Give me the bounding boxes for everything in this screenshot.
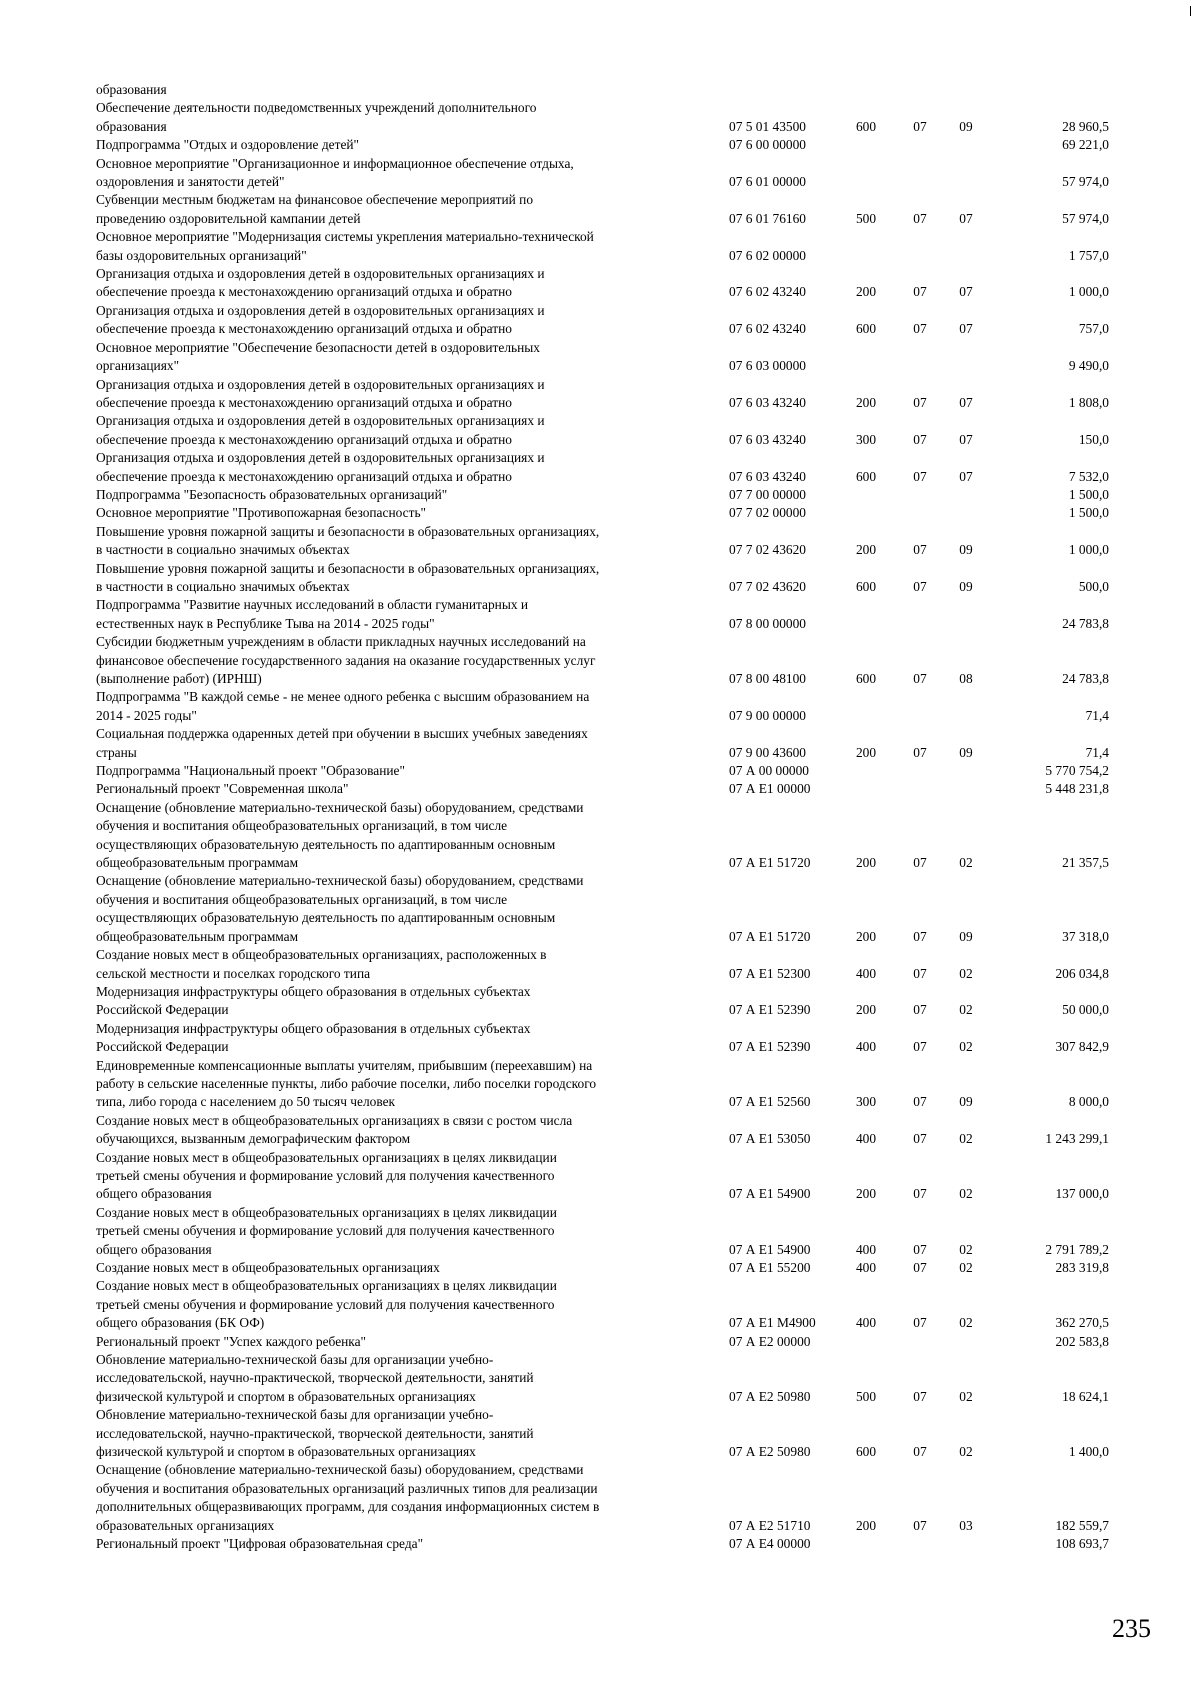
row-cells bbox=[96, 1535, 1116, 1553]
row-cells bbox=[96, 468, 1116, 486]
subsection-code: 09 bbox=[959, 1094, 973, 1110]
amount-value: 50 000,0 bbox=[1062, 1002, 1109, 1018]
row-description: Создание новых мест в общеобразовательных организациях, расположенных в сельской местности и поселках городского типа bbox=[96, 947, 547, 981]
row-description: Создание новых мест в общеобразовательных организациях в целях ликвидации третьей смены обучения и формирование условий для получения качественного общего образования (БК ОФ) bbox=[96, 1278, 557, 1331]
target-article-code: 07 А Е2 50980 bbox=[729, 1388, 811, 1404]
expense-type: 200 bbox=[855, 1517, 877, 1533]
row-description: Единовременные компенсационные выплаты учителям, прибывшим (переехавшим) на работу в сельские населенные пункты, либо рабочие поселки, либо поселки городского типа, либо города с населением до 50 тысяч человек bbox=[96, 1057, 597, 1110]
row-description: Обеспечение деятельности подведомственных учреждений дополнительного образования bbox=[96, 100, 537, 134]
subsection-code: 09 bbox=[959, 118, 973, 134]
row-cells bbox=[96, 431, 1116, 449]
row-description: Подпрограмма "Национальный проект "Образование" bbox=[96, 763, 405, 779]
row-cells bbox=[96, 320, 1116, 338]
target-article-code: 07 6 03 43240 bbox=[729, 468, 806, 484]
expense-type: 200 bbox=[855, 744, 877, 760]
table-row bbox=[96, 1259, 1116, 1277]
section-code: 07 bbox=[913, 394, 927, 410]
row-description: Повышение уровня пожарной защиты и безопасности в образовательных организациях, в частности в социально значимых объектах bbox=[96, 523, 600, 558]
target-article-code: 07 А Е1 55200 bbox=[729, 1260, 811, 1275]
section-code: 07 bbox=[913, 578, 927, 594]
amount-value: 69 221,0 bbox=[1062, 137, 1109, 153]
subsection-code: 07 bbox=[959, 321, 973, 337]
target-article-code: 07 А Е1 54900 bbox=[729, 1186, 811, 1202]
table-row bbox=[96, 191, 1116, 228]
target-article-code: 07 7 02 43620 bbox=[729, 578, 806, 594]
subsection-code: 02 bbox=[959, 1444, 973, 1460]
target-article-code: 07 9 00 43600 bbox=[729, 744, 806, 760]
amount-value: 24 783,8 bbox=[1062, 615, 1109, 631]
expense-type: 600 bbox=[855, 671, 877, 686]
section-code: 07 bbox=[913, 542, 927, 558]
amount-value: 362 270,5 bbox=[1055, 1315, 1109, 1331]
amount-value: 57 974,0 bbox=[1062, 210, 1109, 226]
row-description: Подпрограмма "В каждой семье - не менее одного ребенка с высшим образованием на 2014 - 2025 годы" bbox=[96, 689, 590, 723]
expense-type: 200 bbox=[855, 1002, 877, 1018]
row-cells bbox=[96, 357, 1116, 375]
table-row bbox=[96, 688, 1116, 725]
target-article-code: 07 7 02 43620 bbox=[729, 542, 806, 558]
row-description: Социальная поддержка одаренных детей при обучении в высших учебных заведениях страны bbox=[96, 726, 588, 760]
row-description: Подпрограмма "Отдых и оздоровление детей" bbox=[96, 137, 360, 153]
subsection-code: 02 bbox=[959, 1388, 973, 1404]
target-article-code: 07 А Е1 52390 bbox=[729, 1002, 811, 1018]
target-article-code: 07 А Е1 51720 bbox=[729, 855, 811, 871]
page-number: 235 bbox=[1112, 1614, 1151, 1643]
row-cells bbox=[96, 744, 1116, 762]
subsection-code: 07 bbox=[959, 394, 973, 410]
table-row bbox=[96, 155, 1116, 192]
row-description: Обновление материально-технической базы для организации учебно- исследовательской, научно-практической, творческой деятельности, занятий физической культурой и спортом в образовательных организациях bbox=[96, 1352, 534, 1404]
section-code: 07 bbox=[913, 965, 927, 981]
row-cells bbox=[96, 247, 1116, 265]
subsection-code: 07 bbox=[959, 468, 973, 484]
expense-type: 400 bbox=[855, 1131, 877, 1147]
section-code: 07 bbox=[913, 468, 927, 484]
row-cells bbox=[96, 283, 1116, 301]
target-article-code: 07 6 02 43240 bbox=[729, 321, 806, 337]
table-row bbox=[96, 780, 1116, 798]
amount-value: 37 318,0 bbox=[1062, 928, 1109, 944]
amount-value: 57 974,0 bbox=[1062, 174, 1109, 190]
row-description: Региональный проект "Цифровая образовательная среда" bbox=[96, 1536, 424, 1552]
row-description: Подпрограмма "Безопасность образовательных организаций" bbox=[96, 486, 448, 502]
target-article-code: 07 А Е1 52300 bbox=[729, 965, 811, 981]
row-cells bbox=[96, 1388, 1116, 1406]
table-row bbox=[96, 449, 1116, 486]
target-article-code: 07 6 02 43240 bbox=[729, 284, 806, 300]
row-cells bbox=[96, 118, 1116, 136]
target-article-code: 07 8 00 00000 bbox=[729, 615, 806, 631]
amount-value: 9 490,0 bbox=[1068, 358, 1109, 374]
amount-value: 1 000,0 bbox=[1068, 542, 1109, 558]
row-cells bbox=[96, 780, 1116, 798]
amount-value: 5 770 754,2 bbox=[1045, 763, 1109, 779]
subsection-code: 09 bbox=[959, 744, 973, 760]
row-cells bbox=[96, 965, 1116, 983]
amount-value: 1 500,0 bbox=[1068, 505, 1109, 521]
expense-type: 400 bbox=[855, 965, 877, 981]
expense-type: 500 bbox=[855, 1388, 877, 1404]
row-description: Субвенции местным бюджетам на финансовое обеспечение мероприятий по проведению оздоровительной кампании детей bbox=[96, 192, 534, 226]
section-code: 07 bbox=[913, 1517, 927, 1533]
table-row bbox=[96, 872, 1116, 946]
section-code: 07 bbox=[913, 1094, 927, 1110]
row-description: Организация отдыха и оздоровления детей в оздоровительных организациях и обеспечение проезда к местонахождению организаций отдыха и обратно bbox=[96, 413, 545, 447]
row-cells bbox=[96, 1443, 1116, 1461]
row-cells bbox=[96, 1130, 1116, 1148]
expense-type: 600 bbox=[855, 468, 877, 484]
section-code: 07 bbox=[913, 431, 927, 447]
row-cells bbox=[96, 81, 1116, 99]
row-cells bbox=[96, 1259, 1116, 1277]
target-article-code: 07 А Е2 50980 bbox=[729, 1444, 811, 1460]
table-row bbox=[96, 81, 1116, 99]
amount-value: 8 000,0 bbox=[1068, 1094, 1109, 1110]
table-row bbox=[96, 1351, 1116, 1406]
row-cells bbox=[96, 1185, 1116, 1203]
row-description: Оснащение (обновление материально-технической базы) оборудованием, средствами обучения и воспитания общеобразовательных организаций, в том числе осуществляющих образовательную деятельность по адаптированным основным общеобразовательным программам bbox=[96, 873, 584, 944]
target-article-code: 07 6 03 00000 bbox=[729, 358, 806, 374]
scan-edge-mark bbox=[1190, 6, 1191, 16]
subsection-code: 02 bbox=[959, 1260, 973, 1275]
target-article-code: 07 А Е2 51710 bbox=[729, 1517, 811, 1533]
expense-type: 600 bbox=[855, 321, 877, 337]
subsection-code: 07 bbox=[959, 284, 973, 300]
table-row bbox=[96, 228, 1116, 265]
target-article-code: 07 А Е1 51720 bbox=[729, 928, 811, 944]
row-cells bbox=[96, 1314, 1116, 1332]
row-cells bbox=[96, 136, 1116, 154]
section-code: 07 bbox=[913, 671, 927, 686]
table-row bbox=[96, 1333, 1116, 1351]
amount-value: 202 583,8 bbox=[1055, 1333, 1109, 1349]
section-code: 07 bbox=[913, 321, 927, 337]
table-row bbox=[96, 504, 1116, 522]
row-description: Модернизация инфраструктуры общего образования в отдельных субъектах Российской Федерации bbox=[96, 983, 531, 1018]
expense-type: 600 bbox=[855, 118, 877, 134]
row-cells bbox=[96, 504, 1116, 522]
row-cells bbox=[96, 928, 1116, 946]
amount-value: 137 000,0 bbox=[1055, 1186, 1109, 1202]
row-cells bbox=[96, 1241, 1116, 1259]
row-description: Подпрограмма "Развитие научных исследований в области гуманитарных и естественных наук в Республике Тыва на 2014 - 2025 годы" bbox=[96, 597, 529, 631]
amount-value: 71,4 bbox=[1085, 707, 1109, 723]
target-article-code: 07 6 01 76160 bbox=[729, 210, 806, 226]
row-cells bbox=[96, 707, 1116, 725]
amount-value: 182 559,7 bbox=[1055, 1517, 1109, 1533]
row-cells bbox=[96, 762, 1116, 780]
row-description: Организация отдыха и оздоровления детей в оздоровительных организациях и обеспечение проезда к местонахождению организаций отдыха и обратно bbox=[96, 266, 545, 300]
row-description: Основное мероприятие "Организационное и информационное обеспечение отдыха, оздоровления и занятости детей" bbox=[96, 155, 574, 190]
target-article-code: 07 А 00 00000 bbox=[729, 763, 809, 779]
row-description: Создание новых мест в общеобразовательных организациях в целях ликвидации третьей смены обучения и формирование условий для получения качественного общего образования bbox=[96, 1204, 557, 1257]
table-row bbox=[96, 596, 1116, 633]
subsection-code: 07 bbox=[959, 210, 973, 226]
table-row bbox=[96, 339, 1116, 376]
subsection-code: 02 bbox=[959, 1131, 973, 1147]
subsection-code: 02 bbox=[959, 855, 973, 871]
expense-type: 200 bbox=[855, 928, 877, 944]
target-article-code: 07 А Е1 53050 bbox=[729, 1131, 811, 1147]
row-description: Создание новых мест в общеобразовательных организациях bbox=[96, 1260, 440, 1275]
amount-value: 1 400,0 bbox=[1068, 1444, 1109, 1460]
table-row bbox=[96, 983, 1116, 1020]
target-article-code: 07 6 01 00000 bbox=[729, 174, 806, 190]
row-cells bbox=[96, 578, 1116, 596]
amount-value: 28 960,5 bbox=[1062, 118, 1109, 134]
amount-value: 1 808,0 bbox=[1068, 394, 1109, 410]
table-row bbox=[96, 412, 1116, 449]
target-article-code: 07 6 03 43240 bbox=[729, 431, 806, 447]
subsection-code: 02 bbox=[959, 1039, 973, 1055]
subsection-code: 02 bbox=[959, 1002, 973, 1018]
expense-type: 300 bbox=[855, 1094, 877, 1110]
target-article-code: 07 А Е1 52390 bbox=[729, 1039, 811, 1055]
row-cells bbox=[96, 670, 1116, 688]
target-article-code: 07 7 02 00000 bbox=[729, 505, 806, 521]
expense-type: 500 bbox=[855, 210, 877, 226]
section-code: 07 bbox=[913, 118, 927, 134]
table-row bbox=[96, 1406, 1116, 1461]
target-article-code: 07 7 00 00000 bbox=[729, 486, 806, 502]
table-row bbox=[96, 1535, 1116, 1553]
row-description: Повышение уровня пожарной защиты и безопасности в образовательных организациях, в частности в социально значимых объектах bbox=[96, 560, 600, 594]
table-row bbox=[96, 1112, 1116, 1149]
amount-value: 206 034,8 bbox=[1055, 965, 1109, 981]
row-cells bbox=[96, 210, 1116, 228]
table-row bbox=[96, 762, 1116, 780]
target-article-code: 07 А Е1 М4900 bbox=[729, 1315, 816, 1331]
section-code: 07 bbox=[913, 1186, 927, 1202]
row-description: Субсидии бюджетным учреждениям в области прикладных научных исследований на финансовое обеспечение государственного задания на оказание государственных услуг (выполнение работ) (ИРНШ) bbox=[96, 634, 596, 686]
target-article-code: 07 5 01 43500 bbox=[729, 118, 806, 134]
row-description: Модернизация инфраструктуры общего образования в отдельных субъектах Российской Федерации bbox=[96, 1020, 531, 1055]
section-code: 07 bbox=[913, 1388, 927, 1404]
section-code: 07 bbox=[913, 1241, 927, 1257]
section-code: 07 bbox=[913, 855, 927, 871]
expense-type: 400 bbox=[855, 1241, 877, 1257]
table-row bbox=[96, 1020, 1116, 1057]
amount-value: 500,0 bbox=[1078, 578, 1109, 594]
row-description: Основное мероприятие "Противопожарная безопасность" bbox=[96, 505, 427, 521]
amount-value: 24 783,8 bbox=[1062, 671, 1109, 686]
row-cells bbox=[96, 1517, 1116, 1535]
target-article-code: 07 А Е2 00000 bbox=[729, 1333, 811, 1349]
table-row bbox=[96, 486, 1116, 504]
amount-value: 1 000,0 bbox=[1068, 284, 1109, 300]
amount-value: 1 243 299,1 bbox=[1045, 1131, 1109, 1147]
section-code: 07 bbox=[913, 1315, 927, 1331]
row-description: Региональный проект "Современная школа" bbox=[96, 781, 349, 797]
expense-type: 400 bbox=[855, 1315, 877, 1331]
table-row bbox=[96, 136, 1116, 154]
row-cells bbox=[96, 541, 1116, 559]
row-description: Региональный проект "Успех каждого ребенка" bbox=[96, 1333, 367, 1349]
section-code: 07 bbox=[913, 1260, 927, 1275]
row-description: Создание новых мест в общеобразовательных организациях в связи с ростом числа обучающихся, вызванным демографическим фактором bbox=[96, 1112, 573, 1147]
row-description: Оснащение (обновление материально-технической базы) оборудованием, средствами обучения и воспитания общеобразовательных организаций, в том числе осуществляющих образовательную деятельность по адаптированным основным общеобразовательным программам bbox=[96, 799, 584, 871]
row-cells bbox=[96, 394, 1116, 412]
row-cells bbox=[96, 1333, 1116, 1351]
target-article-code: 07 А Е1 00000 bbox=[729, 781, 811, 797]
table-row bbox=[96, 265, 1116, 302]
amount-value: 5 448 231,8 bbox=[1045, 781, 1109, 797]
amount-value: 150,0 bbox=[1078, 431, 1109, 447]
expense-type: 200 bbox=[855, 542, 877, 558]
table-row bbox=[96, 725, 1116, 762]
expense-type: 600 bbox=[855, 1444, 877, 1460]
row-description: Организация отдыха и оздоровления детей в оздоровительных организациях и обеспечение проезда к местонахождению организаций отдыха и обратно bbox=[96, 376, 545, 410]
expense-type: 400 bbox=[855, 1039, 877, 1055]
expense-type: 300 bbox=[855, 431, 877, 447]
amount-value: 18 624,1 bbox=[1062, 1388, 1109, 1404]
row-cells bbox=[96, 1038, 1116, 1056]
expense-type: 200 bbox=[855, 1186, 877, 1202]
target-article-code: 07 А Е1 54900 bbox=[729, 1241, 811, 1257]
subsection-code: 09 bbox=[959, 928, 973, 944]
table-row bbox=[96, 1149, 1116, 1204]
row-cells bbox=[96, 1001, 1116, 1019]
amount-value: 2 791 789,2 bbox=[1045, 1241, 1109, 1257]
row-description: Создание новых мест в общеобразовательных организациях в целях ликвидации третьей смены обучения и формирование условий для получения качественного общего образования bbox=[96, 1149, 557, 1202]
table-row bbox=[96, 633, 1116, 688]
expense-type: 400 bbox=[855, 1260, 877, 1275]
row-description: Основное мероприятие "Модернизация системы укрепления материально-технической базы оздоровительных организаций" bbox=[96, 229, 594, 263]
subsection-code: 08 bbox=[959, 671, 973, 686]
subsection-code: 02 bbox=[959, 1186, 973, 1202]
table-row bbox=[96, 1277, 1116, 1332]
target-article-code: 07 А Е1 52560 bbox=[729, 1094, 811, 1110]
subsection-code: 02 bbox=[959, 1241, 973, 1257]
table-row bbox=[96, 1057, 1116, 1112]
row-description: Обновление материально-технической базы для организации учебно- исследовательской, научно-практической, творческой деятельности, занятий физической культурой и спортом в образовательных организациях bbox=[96, 1407, 534, 1460]
table-row bbox=[96, 99, 1116, 136]
row-cells bbox=[96, 486, 1116, 504]
table-row bbox=[96, 799, 1116, 873]
amount-value: 21 357,5 bbox=[1062, 855, 1109, 871]
amount-value: 7 532,0 bbox=[1068, 468, 1109, 484]
row-cells bbox=[96, 615, 1116, 633]
subsection-code: 07 bbox=[959, 431, 973, 447]
section-code: 07 bbox=[913, 1131, 927, 1147]
amount-value: 108 693,7 bbox=[1055, 1536, 1109, 1552]
amount-value: 1 500,0 bbox=[1068, 486, 1109, 502]
table-row bbox=[96, 376, 1116, 413]
row-cells bbox=[96, 1093, 1116, 1111]
amount-value: 1 757,0 bbox=[1068, 247, 1109, 263]
row-cells bbox=[96, 854, 1116, 872]
row-description: образования bbox=[96, 82, 167, 97]
expense-type: 200 bbox=[855, 284, 877, 300]
table-row bbox=[96, 1204, 1116, 1259]
target-article-code: 07 6 00 00000 bbox=[729, 137, 806, 153]
amount-value: 307 842,9 bbox=[1055, 1039, 1109, 1055]
table-row bbox=[96, 560, 1116, 597]
row-description: Организация отдыха и оздоровления детей в оздоровительных организациях и обеспечение проезда к местонахождению организаций отдыха и обратно bbox=[96, 450, 545, 484]
row-description: Организация отдыха и оздоровления детей в оздоровительных организациях и обеспечение проезда к местонахождению организаций отдыха и обратно bbox=[96, 302, 545, 337]
section-code: 07 bbox=[913, 210, 927, 226]
target-article-code: 07 8 00 48100 bbox=[729, 671, 806, 686]
subsection-code: 02 bbox=[959, 1315, 973, 1331]
expense-type: 200 bbox=[855, 855, 877, 871]
subsection-code: 09 bbox=[959, 542, 973, 558]
table-row bbox=[96, 523, 1116, 560]
budget-table bbox=[96, 81, 1116, 1554]
section-code: 07 bbox=[913, 1002, 927, 1018]
target-article-code: 07 А Е4 00000 bbox=[729, 1536, 811, 1552]
row-cells bbox=[96, 173, 1116, 191]
section-code: 07 bbox=[913, 1444, 927, 1460]
subsection-code: 03 bbox=[959, 1517, 973, 1533]
row-description: Основное мероприятие "Обеспечение безопасности детей в оздоровительных организациях" bbox=[96, 339, 541, 374]
amount-value: 283 319,8 bbox=[1055, 1260, 1109, 1275]
subsection-code: 02 bbox=[959, 965, 973, 981]
target-article-code: 07 6 03 43240 bbox=[729, 394, 806, 410]
table-row bbox=[96, 946, 1116, 983]
amount-value: 757,0 bbox=[1078, 321, 1109, 337]
target-article-code: 07 6 02 00000 bbox=[729, 247, 806, 263]
section-code: 07 bbox=[913, 744, 927, 760]
target-article-code: 07 9 00 00000 bbox=[729, 707, 806, 723]
expense-type: 200 bbox=[855, 394, 877, 410]
table-row bbox=[96, 302, 1116, 339]
section-code: 07 bbox=[913, 284, 927, 300]
amount-value: 71,4 bbox=[1085, 744, 1109, 760]
expense-type: 600 bbox=[855, 578, 877, 594]
section-code: 07 bbox=[913, 1039, 927, 1055]
section-code: 07 bbox=[913, 928, 927, 944]
subsection-code: 09 bbox=[959, 578, 973, 594]
table-row bbox=[96, 1461, 1116, 1535]
row-description: Оснащение (обновление материально-технической базы) оборудованием, средствами обучения и воспитания образовательных организаций различных типов для реализации дополнительных общеразвивающих программ, для создания информационных систем в образовательных организациях bbox=[96, 1462, 600, 1533]
